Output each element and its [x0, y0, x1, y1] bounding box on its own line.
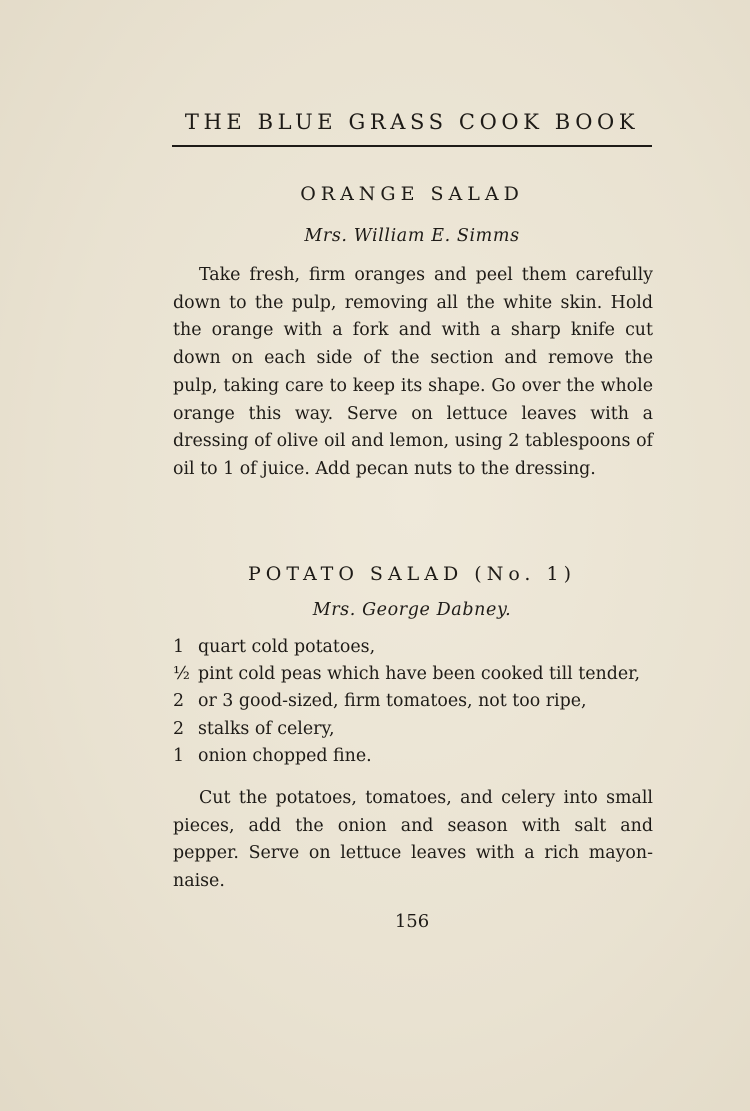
recipe-instructions-orange-salad: Take fresh, firm oranges and peel them carefully down to the pulp, removing all the white skin. Hold the orange with a fork and with a sharp knife cut down on each side of the section and remove the pulp, taking care to keep its shape. Go over the whole orange this way. Serve on lettuce leaves with a dressing of olive oil and lemon, using 2 tablespoons of oil to 1 of juice. Add pecan nuts to the dressing. [173, 265, 653, 479]
ingredient-item [173, 688, 663, 715]
ingredient-text: or 3 good-sized, firm tomatoes, not too ripe, [198, 691, 587, 712]
ingredient-text: quart cold potatoes, [198, 637, 376, 657]
ingredient-text: stalks of celery, [198, 718, 335, 739]
ingredient-item [173, 634, 663, 661]
page-number: 156 [394, 911, 430, 932]
ingredient-item [173, 716, 663, 743]
ingredient-item [173, 661, 663, 688]
ingredient-text: onion chopped fine. [198, 745, 372, 766]
header-rule [172, 145, 652, 147]
recipe-title-potato-salad: POTATO SALAD (No. 1) [247, 563, 577, 585]
ingredient-quantity: ½ [173, 664, 190, 685]
recipe-contributor-orange-salad: Mrs. William E. Simms [304, 226, 520, 246]
ingredient-list [173, 634, 663, 770]
ingredient-item [173, 743, 663, 770]
recipe-contributor-potato-salad: Mrs. George Dabney. [312, 600, 512, 620]
ingredient-quantity: 2 [173, 718, 185, 739]
recipe-instructions-potato-salad: Cut the potatoes, tomatoes, and celery into small pieces, add the onion and season with salt and pepper. Serve on lettuce leaves with a rich mayonnaise. [173, 788, 653, 892]
running-head: THE BLUE GRASS COOK BOOK [184, 110, 640, 134]
ingredient-text: pint cold peas which have been cooked till tender, [198, 664, 641, 685]
ingredient-quantity: 1 [173, 637, 185, 657]
ingredient-quantity: 2 [173, 691, 185, 712]
recipe-title-orange-salad: ORANGE SALAD [300, 183, 524, 205]
ingredient-quantity: 1 [173, 745, 185, 766]
